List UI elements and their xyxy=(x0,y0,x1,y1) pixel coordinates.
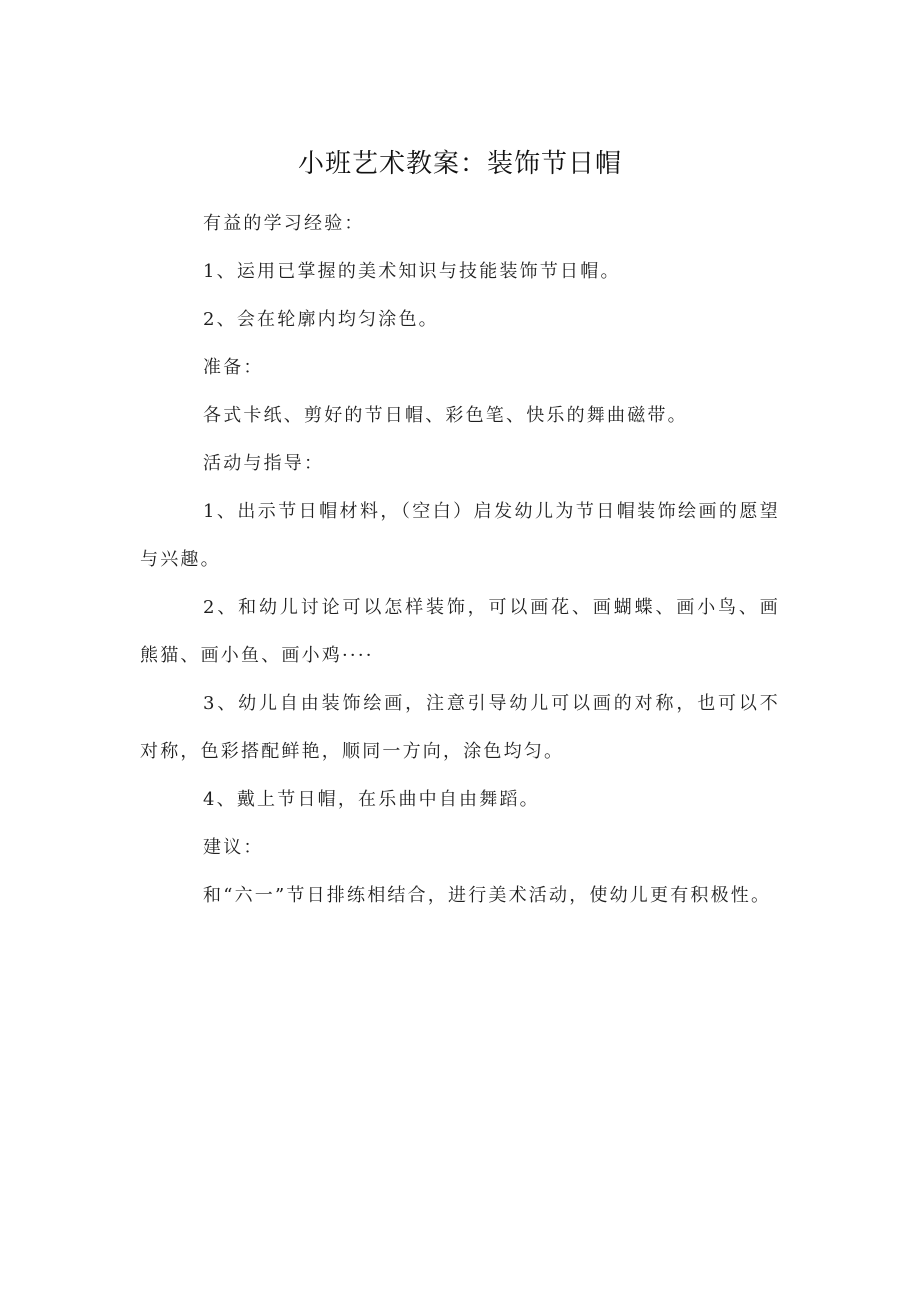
section-heading-preparation: 准备： xyxy=(203,357,264,378)
suggestion-text: 和“六一”节日排练相结合，进行美术活动，使幼儿更有积极性。 xyxy=(203,885,772,906)
section-heading-activity-guidance: 活动与指导： xyxy=(203,453,325,474)
activity-step-3: 3、幼儿自由装饰绘画，注意引导幼儿可以画的对称，也可以不对称，色彩搭配鲜艳，顺同一方向，涂色均匀。 xyxy=(140,693,780,762)
section-heading-learning-experience: 有益的学习经验： xyxy=(203,213,365,234)
activity-step-1: 1、出示节日帽材料，（空白）启发幼儿为节日帽装饰绘画的愿望与兴趣。 xyxy=(140,501,780,570)
activity-step-4: 4、戴上节日帽，在乐曲中自由舞蹈。 xyxy=(203,789,540,810)
document-body xyxy=(140,200,780,920)
document-title: 小班艺术教案：装饰节日帽 xyxy=(297,149,622,179)
learning-item-2: 2、会在轮廓内均匀涂色。 xyxy=(203,309,439,330)
preparation-materials: 各式卡纸、剪好的节日帽、彩色笔、快乐的舞曲磁带。 xyxy=(203,405,688,426)
activity-step-2: 2、和幼儿讨论可以怎样装饰，可以画花、画蝴蝶、画小鸟、画熊猫、画小鱼、画小鸡···· xyxy=(140,597,780,666)
section-heading-suggestion: 建议： xyxy=(203,837,264,858)
learning-item-1: 1、运用已掌握的美术知识与技能装饰节日帽。 xyxy=(203,261,621,282)
